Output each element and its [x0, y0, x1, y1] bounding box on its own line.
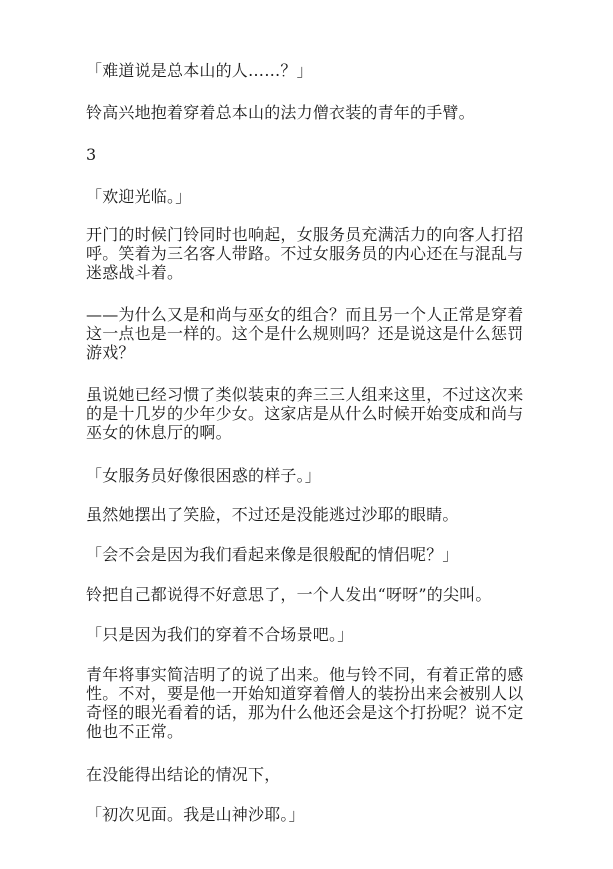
paragraph: 「只是因为我们的穿着不合场景吧。」	[86, 625, 354, 644]
paragraph: 开门的时候门铃同时也响起，女服务员充满活力的向客人打招呼。笑着为三名客人带路。不过女服务员的内心还在与混乱与迷惑战斗着。	[86, 225, 524, 282]
paragraph: ——为什么又是和尚与巫女的组合？而且另一个人正常是穿着这一点也是一样的。这个是什么规则吗？还是说这是什么惩罚游戏？	[86, 305, 524, 362]
paragraph: 「初次见面。我是山神沙耶。」	[86, 805, 305, 824]
paragraph: 「会不会是因为我们看起来像是很般配的情侣呢？」	[86, 545, 459, 564]
paragraph: 铃高兴地抱着穿着总本山的法力僧衣装的青年的手臂。	[86, 103, 475, 122]
paragraph: 虽然她摆出了笑脸，不过还是没能逃过沙耶的眼睛。	[86, 505, 459, 524]
paragraph: 在没能得出结论的情况下，	[86, 765, 281, 784]
paragraph: 「欢迎光临。」	[86, 187, 192, 206]
paragraph: 虽说她已经习惯了类似装束的奔三三人组来这里，不过这次来的是十几岁的少年少女。这家店是从什么时候开始变成和尚与巫女的休息厅的啊。	[86, 385, 524, 442]
paragraph: 铃把自己都说得不好意思了，一个人发出“呀呀”的尖叫。	[86, 585, 492, 604]
paragraph: 青年将事实简洁明了的说了出来。他与铃不同，有着正常的感性。不对，要是他一开始知道穿着僧人的装扮出来会被别人以奇怪的眼光看着的话，那为什么他还会是这个打扮呢？说不定他也不正常。	[86, 665, 524, 741]
section-number: 3	[86, 145, 97, 164]
paragraph: 「女服务员好像很困惑的样子。」	[86, 466, 322, 485]
paragraph: 「难道说是总本山的人……？」	[86, 61, 313, 80]
